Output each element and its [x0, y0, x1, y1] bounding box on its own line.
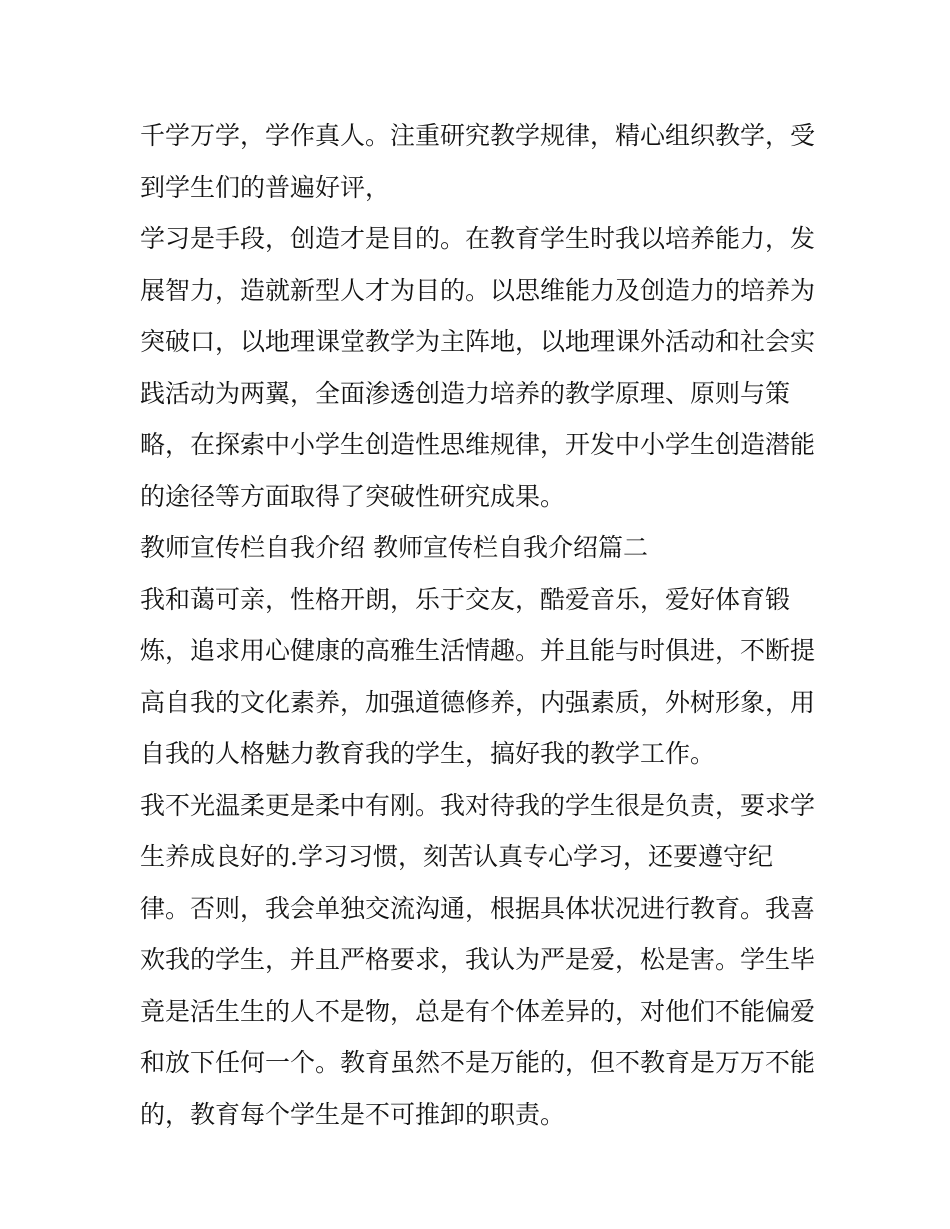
text-line: 千学万学，学作真人。注重研究教学规律，精心组织教学，受: [140, 121, 816, 150]
text-line: 略，在探索中小学生创造性思维规律，开发中小学生创造潜能: [140, 430, 816, 459]
text-line: 律。否则，我会单独交流沟通，根据具体状况进行教育。我喜: [140, 893, 816, 923]
text-line: 自我的人格魅力教育我的学生，搞好我的教学工作。: [140, 739, 716, 768]
text-line: 欢我的学生，并且严格要求，我认为严是爱，松是害。学生毕: [140, 945, 816, 974]
text-line: 学习是手段，创造才是目的。在教育学生时我以培养能力，发: [140, 224, 816, 253]
text-line: 的途径等方面取得了突破性研究成果。: [140, 481, 566, 511]
text-line: 践活动为两翼，全面渗透创造力培养的教学原理、原则与策: [140, 378, 791, 408]
text-line: 我不光温柔更是柔中有刚。我对待我的学生很是负责，要求学: [140, 790, 816, 820]
text-line: 的，教育每个学生是不可推卸的职责。: [140, 1099, 566, 1129]
text-line: 高自我的文化素养，加强道德修养，内强素质，外树形象，用: [140, 687, 816, 717]
text-line: 展智力，造就新型人才为目的。以思维能力及创造力的培养为: [140, 275, 816, 305]
text-line: 炼，追求用心健康的高雅生活情趣。并且能与时俱进，不断提: [140, 636, 816, 665]
text-line: 到学生们的普遍好评，: [140, 172, 391, 202]
text-line: 我和蔼可亲，性格开朗，乐于交友，酷爱音乐，爱好体育锻: [140, 584, 791, 614]
text-line: 生养成良好的.学习习惯，刻苦认真专心学习，还要遵守纪: [140, 842, 773, 871]
section-heading: 教师宣传栏自我介绍 教师宣传栏自我介绍篇二: [140, 533, 648, 562]
text-line: 突破口，以地理课堂教学为主阵地，以地理课外活动和社会实: [140, 327, 816, 356]
text-line: 和放下任何一个。教育虽然不是万能的，但不教育是万万不能: [140, 1048, 816, 1077]
document-body: [140, 110, 820, 1140]
text-line: 竟是活生生的人不是物，总是有个体差异的，对他们不能偏爱: [140, 996, 816, 1026]
